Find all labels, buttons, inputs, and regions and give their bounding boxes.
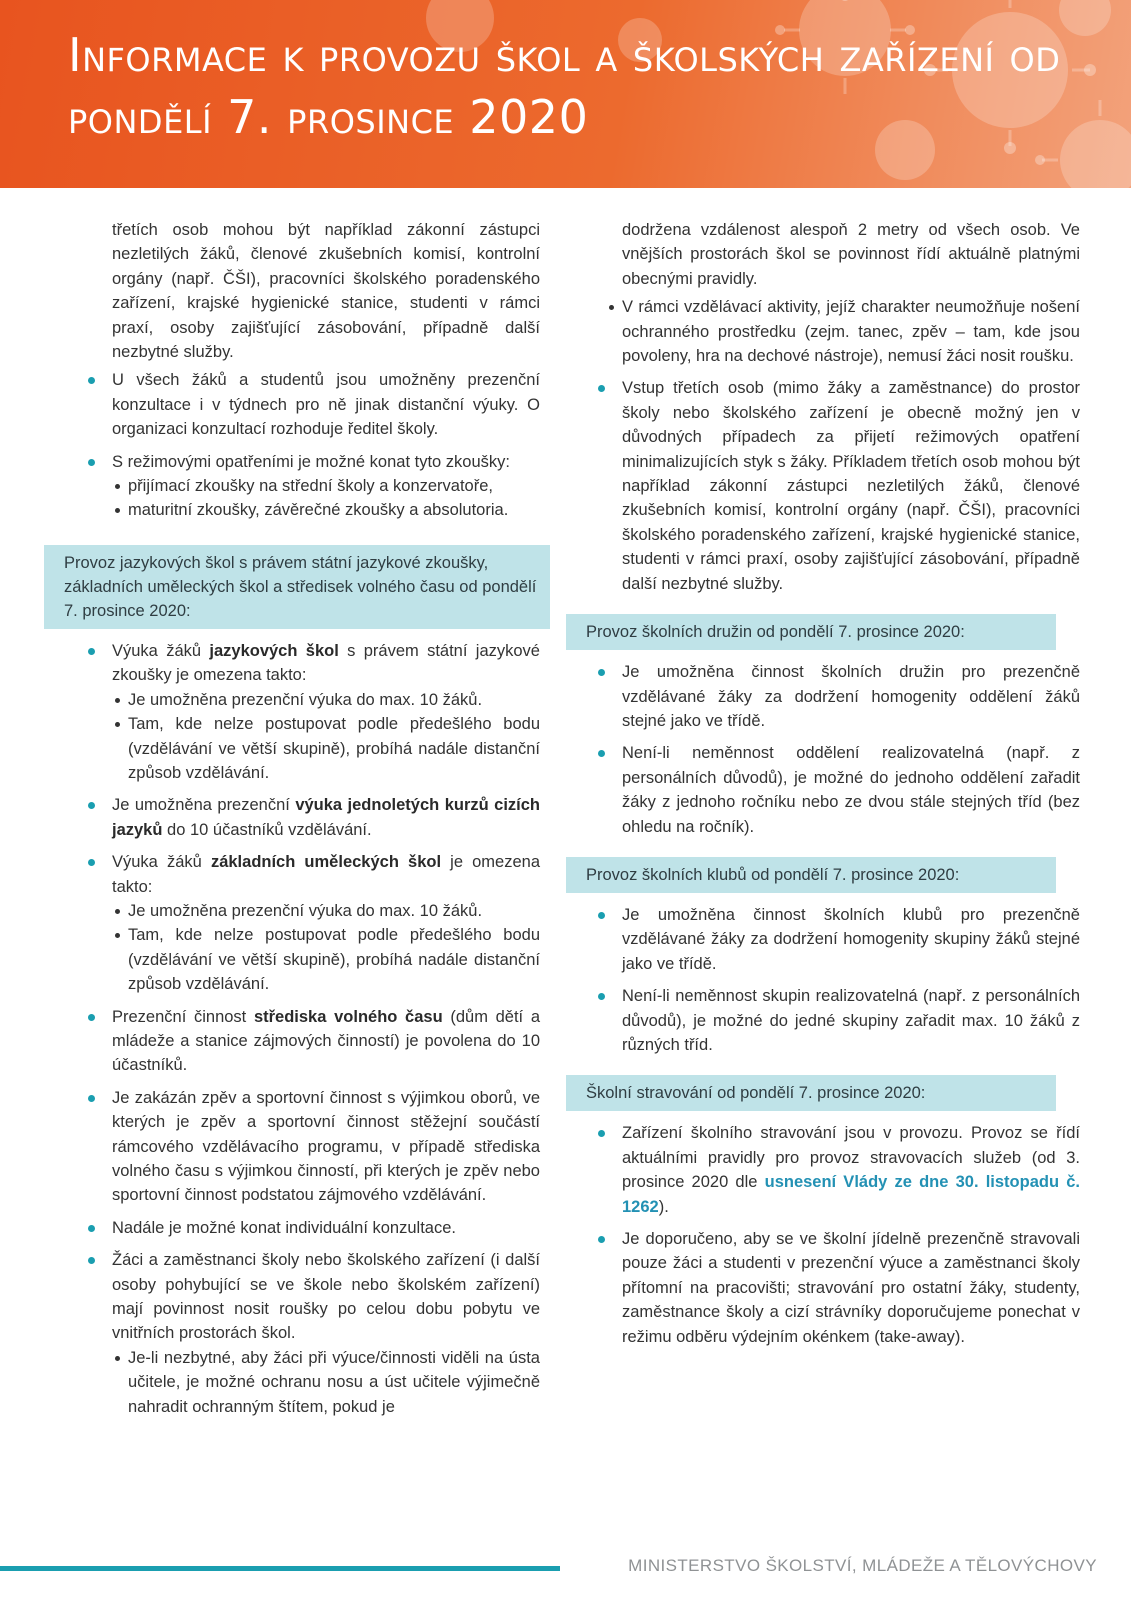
- list-item-text: Je zakázán zpěv a sportovní činnost s výjimkou oborů, ve kterých je zpěv a sportovní činnost stěžejní součástí rámcového vzdělávacího programu, v případě střediska volného času s výjimkou činností, při kterých je zpěv nebo sportovní činnost podstatou zájmového vzdělávání.: [112, 1088, 540, 1205]
- header-banner: [0, 0, 1131, 188]
- bullet-icon: [598, 1236, 605, 1243]
- text-run: Výuka žáků: [112, 853, 211, 872]
- list-item: [598, 741, 1080, 839]
- bullet-icon: [598, 1130, 605, 1137]
- bullet-icon: [598, 993, 605, 1000]
- text-run: Prezenční činnost: [112, 1007, 254, 1026]
- sub-bullet-icon: [609, 305, 614, 310]
- text-run: s právem státní jazykové zkoušky je omezena takto:: [112, 641, 540, 685]
- bullet-icon: [598, 385, 605, 392]
- list-item-text: [112, 642, 540, 684]
- bold-text: jazykových škol: [209, 641, 339, 660]
- list-item: [88, 368, 540, 441]
- list-item-text: Není-li neměnnost oddělení realizovatelná (např. z personálních důvodů), je možné do jednoho oddělení zařadit žáky z jednoho ročníku nebo ze dvou stále stejných tříd (bez ohledu na ročník).: [622, 744, 1080, 836]
- list-item: [88, 1005, 540, 1078]
- bullet-icon: [88, 648, 95, 655]
- text-run: Je umožněna prezenční: [112, 796, 296, 815]
- sub-list-item: [606, 295, 1080, 368]
- sub-list-item-text: maturitní zkoušky, závěrečné zkoušky a absolutoria.: [128, 501, 509, 520]
- list-item: [598, 660, 1080, 733]
- sub-bullet-icon: [115, 484, 120, 489]
- section-heading-school-clubs-after-school: Provoz školních družin od pondělí 7. prosince 2020:: [566, 614, 1056, 650]
- sub-bullet-icon: [115, 698, 120, 703]
- left-column: [64, 218, 541, 1427]
- list-item-text: [112, 1008, 540, 1075]
- section-heading-school-catering: Školní stravování od pondělí 7. prosince 2020:: [566, 1075, 1056, 1111]
- list-item: [598, 1121, 1080, 1219]
- sub-list-item-text: Je umožněna prezenční výuka do max. 10 žáků.: [128, 690, 483, 709]
- government-resolution-link[interactable]: usnesení Vlády ze dne 30. listopadu č. 1262: [622, 1173, 1080, 1216]
- sub-list-item-text: Tam, kde nelze postupovat podle předešlého bodu (vzdělávání ve větší skupině), probíhá nadále distanční způsob vzdělávání.: [128, 926, 540, 994]
- sub-list-item-text: Tam, kde nelze postupovat podle předešlého bodu (vzdělávání ve větší skupině), probíhá nadále distanční způsob vzdělávání.: [128, 715, 540, 782]
- text-run: ).: [658, 1197, 669, 1216]
- bullet-icon: [598, 912, 605, 919]
- list-item: [88, 1086, 540, 1208]
- sub-bullet-icon: [115, 722, 120, 727]
- footer-accent-bar: [0, 1566, 560, 1571]
- list-item: [598, 984, 1080, 1057]
- list-item-text: S režimovými opatřeními je možné konat tyto zkoušky:: [112, 452, 510, 471]
- list-item-text: [112, 853, 540, 895]
- list-item-text: Nadále je možné konat individuální konzultace.: [112, 1218, 456, 1237]
- sub-bullet-icon: [115, 909, 120, 914]
- bullet-icon: [88, 1095, 95, 1102]
- list-item: [598, 1227, 1080, 1349]
- right-intro-paragraph: dodržena vzdálenost alespoň 2 metry od všech osob. Ve vnějších prostorách škol se povinnost řídí aktuálně platnými obecnými pravidly.: [622, 221, 1080, 288]
- list-item-text: Je umožněna činnost školních klubů pro prezenčně vzdělávané žáky za dodržení homogenity skupiny žáků stejné jako ve třídě.: [622, 905, 1080, 973]
- list-item: [88, 450, 540, 523]
- bullet-icon: [88, 802, 95, 809]
- list-item-text: Je umožněna činnost školních družin pro prezenčně vzdělávané žáky za dodržení homogenity oddělení žáků stejné jako ve třídě.: [622, 663, 1080, 730]
- sub-list-item-text: Je-li nezbytné, aby žáci při výuce/činnosti viděli na ústa učitele, je možné ochranu nosu a úst učitele výjimečně nahradit ochranným štítem, pokud je: [128, 1348, 540, 1416]
- bullet-icon: [88, 459, 95, 466]
- list-item-text: Žáci a zaměstnanci školy nebo školského zařízení (i další osoby pohybující se ve škole nebo školském zařízení) mají povinnost nosit roušky po celou dobu pobytu ve vnitřních prostorách škol.: [112, 1251, 540, 1343]
- bullet-icon: [88, 859, 95, 866]
- list-item: [88, 1248, 540, 1419]
- text-run: Zařízení školního stravování jsou v provozu. Provoz se řídí aktuálními pravidly pro provoz stravovacích služeb (od 3. prosince 2020 dle: [622, 1124, 1080, 1192]
- list-item: [88, 639, 540, 785]
- bullet-icon: [88, 1225, 95, 1232]
- bullet-icon: [598, 750, 605, 757]
- sub-list-item-text: V rámci vzdělávací aktivity, jejíž charakter neumožňuje nošení ochranného prostředku (zejm. tanec, zpěv – tam, kde jsou povoleny, hra na dechové nástroje), nemusí žáci nosit roušku.: [622, 298, 1080, 366]
- sub-list-item: [112, 899, 540, 923]
- sub-list-item: [112, 923, 540, 996]
- list-item: [598, 376, 1080, 596]
- list-item: [88, 850, 540, 996]
- page-title: Informace k provozu škol a školských zařízení od pondělí 7. prosince 2020: [68, 28, 1061, 144]
- right-column: [586, 218, 1080, 1357]
- sub-bullet-icon: [115, 508, 120, 513]
- list-item-text: [622, 1124, 1080, 1215]
- list-item: [598, 903, 1080, 976]
- sub-list-item-text: přijímací zkoušky na střední školy a konzervatoře,: [128, 477, 493, 496]
- text-run: je omezena takto:: [112, 853, 540, 896]
- sub-bullet-icon: [115, 933, 120, 938]
- list-item-text: [112, 796, 540, 838]
- list-item: [88, 1216, 540, 1240]
- bullet-icon: [88, 1014, 95, 1021]
- list-item: [88, 793, 540, 842]
- bullet-icon: [88, 377, 95, 384]
- list-item-text: Vstup třetích osob (mimo žáky a zaměstnance) do prostor školy nebo školského zařízení je obecně možný jen v důvodných případech za přijetí režimových opatření minimalizujících styk s žáky. Příkladem třetích osob mohou být například zákonní zástupci nezletilých žáků, členové zkušebních komisí, kontrolní orgány (např. ČŠI), pracovníci školského poradenského zařízení, krajské hygienické stanice, studenti v rámci praxí, osoby zajišťující zásobování, případně další nezbytné služby.: [622, 379, 1080, 593]
- list-item-text: U všech žáků a studentů jsou umožněny prezenční konzultace i v týdnech pro ně jinak distanční výuky. O organizaci konzultací rozhoduje ředitel školy.: [112, 371, 540, 439]
- text-run: Výuka žáků: [112, 641, 210, 660]
- sub-list-item: [112, 474, 540, 498]
- bold-text: střediska volného času: [253, 1007, 443, 1026]
- section-heading-language-schools: Provoz jazykových škol s právem státní jazykové zkoušky, základních uměleckých škol a středisek volného času od pondělí 7. prosince 2020:: [44, 545, 550, 629]
- text-run: (dům dětí a mládeže a stanice zájmových činností) je povolena do 10 účastníků.: [112, 1007, 541, 1075]
- sub-list-item: [112, 712, 540, 785]
- bullet-icon: [598, 669, 605, 676]
- bold-text: výuka jednoletých kurzů cizích jazyků: [112, 796, 540, 839]
- sub-list-item: [112, 688, 540, 712]
- text-run: do 10 účastníků vzdělávání.: [162, 820, 372, 839]
- footer-ministry-name: MINISTERSTVO ŠKOLSTVÍ, MLÁDEŽE A TĚLOVÝCHOVY: [628, 1556, 1097, 1575]
- list-item-text: Je doporučeno, aby se ve školní jídelně prezenčně stravovali pouze žáci a studenti v prezenční výuce a zaměstnanci školy přítomní na pracovišti; stravování pro ostatní žáky, studenty, zaměstnance školy a cizí strávníky doporučujeme ponechat v režimu odběru výdejním okénkem (take-away).: [622, 1230, 1080, 1346]
- bullet-icon: [88, 1257, 95, 1264]
- sub-bullet-icon: [115, 1356, 120, 1361]
- bold-text: základních uměleckých škol: [210, 853, 442, 872]
- left-intro-paragraph: třetích osob mohou být například zákonní zástupci nezletilých žáků, členové zkušebních komisí, kontrolní orgány (např. ČŠI), pracovníci školského poradenského zařízení, krajské hygienické stanice, studenti v rámci praxí, osoby zajišťující zásobování, případně další nezbytné služby.: [112, 221, 540, 362]
- sub-list-item: [112, 1346, 540, 1419]
- sub-list-item-text: Je umožněna prezenční výuka do max. 10 žáků.: [128, 901, 483, 920]
- section-heading-school-clubs: Provoz školních klubů od pondělí 7. prosince 2020:: [566, 857, 1056, 893]
- list-item-text: Není-li neměnnost skupin realizovatelná (např. z personálních důvodů), je možné do jedné skupiny zařadit max. 10 žáků z různých tříd.: [622, 987, 1080, 1054]
- sub-list-item: [112, 498, 540, 522]
